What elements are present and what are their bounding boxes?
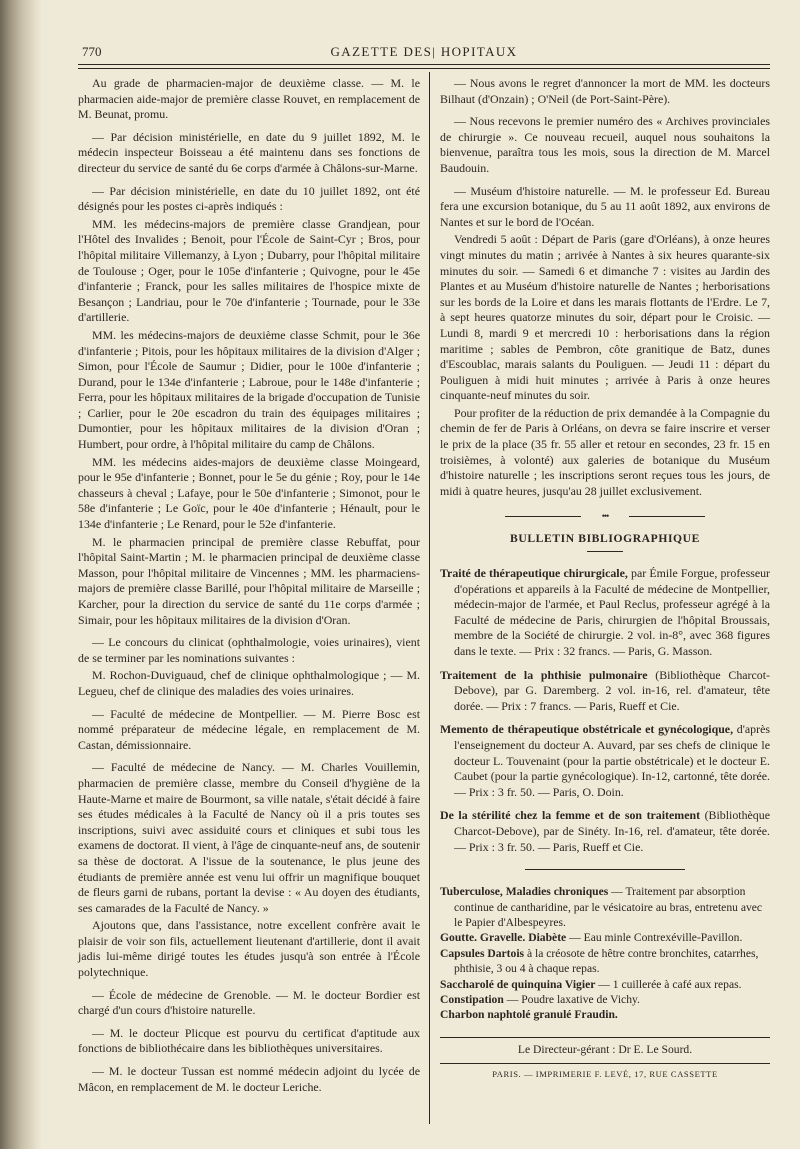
advertisement [440,992,770,1007]
entry-title: De la stérilité chez la femme et de son traitement [440,808,701,823]
bibliography-entry [440,668,770,715]
advertisement [440,946,770,977]
separator-rule [525,869,685,870]
advertisement [440,1007,770,1022]
entry-title: Traitement de la phthisie pulmonaire [440,667,648,682]
advertisement-list [440,884,770,1023]
paragraph: — Par décision ministérielle, en date du 10 juillet 1892, ont été désignés pour les postes ci-après indiqués : [78,183,420,214]
paragraph: MM. les médecins-majors de première classe Grandjean, pour l'Hôtel des Invalides ; Benoit, pour l'École de Saint-Cyr ; Bros, pour l'hôpital militaire Villemanzy, à Lyon ; Dubarry, pour l'hôpital militaire de Toulouse ; Oger, pour le 105e d'infanterie ; Quivogne, pour le 45e d'infanterie ; Franck, pour les salles militaires de l'hospice mixte de Besançon ; Landriau, pour le 70e d'infanterie ; Tournade, pour le 33e d'artillerie. [78,216,420,325]
paragraph: — Faculté de médecine de Montpellier. — M. Pierre Bosc est nommé préparateur de médecine légale, en remplacement de M. Castan, démissionnaire. [78,706,420,752]
ornament-dots: ••• [581,511,629,521]
header-rule-thin [78,68,770,69]
entry-title: Memento de thérapeutique obstétricale et gynécologique, [440,722,734,737]
header-rule-thick [78,64,770,65]
journal-title: GAZETTE DES| HOPITAUX [330,44,518,59]
left-column [78,76,420,1102]
paragraph: Pour profiter de la réduction de prix demandée à la Compagnie du chemin de fer de Paris à Orléans, on devra se faire inscrire et verser le prix de la place (35 fr. 55 aller et retour en secondes, 23 fr. 15 en troisièmes, à volonté) aux galeries de botanique du Muséum d'histoire naturelle ; les inscriptions seront reçues tous les jours, de midi à quatre heures, jusqu'au 28 juillet exclusivement. [440,405,770,498]
ad-text: — Traitement par absorption continue de cantharidine, par le vésicatoire au bras, entretenu avec le Papier d'Albespeyres. [454,885,763,929]
entry-text: (Bibliothèque Charcot-Debove), par de Sinéty. In-16, rel. d'amateur, tête dorée. — Prix : 3 fr. 50. — Paris, Rueff et Cie. [454,808,770,854]
ad-title: Charbon naphtolé [440,1008,531,1022]
ad-title: Tuberculose, Maladies chroniques [440,885,609,899]
ad-title: Constipation [440,992,504,1006]
entry-title: Traité de thérapeutique chirurgicale, [440,566,628,581]
paragraph: — École de médecine de Grenoble. — M. le docteur Bordier est chargé d'un cours d'histoire naturelle. [78,987,420,1018]
paragraph: MM. les médecins aides-majors de deuxième classe Moingeard, pour le 95e d'infanterie ; Bonnet, pour le 5e du génie ; Roy, pour le 14e chasseurs à cheval ; Lafaye, pour le 50e d'infanterie ; Simonot, pour le 58e d'infanterie ; Le Goïc, pour le 40e d'infanterie ; Hénault, pour le 134e d'infanterie ; Le Renard, pour le 52e d'infanterie. [78,454,420,532]
director-signature: Le Directeur-gérant : Dr E. Le Sourd. [440,1037,770,1058]
paragraph: M. Rochon-Duviguaud, chef de clinique ophthalmologique ; — M. Legueu, chef de clinique des maladies des voies urinaires. [78,668,420,698]
paragraph: Ajoutons que, dans l'assistance, notre excellent confrère avait le plaisir de voir son fils, actuellement lieutenant d'artillerie, dont il avait jadis lui-même dirigé toutes les études jusqu'à son entrée à l'École polytechnique. [78,918,420,980]
title-rule [587,551,623,552]
entry-text: (Bibliothèque Charcot-Debove), par G. Daremberg. 2 vol. in-16, rel. d'amateur, tête dorée. — Prix : 7 francs. — Paris, Rueff et Cie. [454,667,770,713]
paragraph: — M. le docteur Tussan est nommé médecin adjoint du lycée de Mâcon, en remplacement de M. le docteur Leriche. [78,1064,420,1094]
paragraph: — M. le docteur Plicque est pourvu du certificat d'aptitude aux fonctions de bibliothécaire dans les bibliothèques universitaires. [78,1025,420,1056]
ad-title: Capsules Dartois [440,946,525,960]
bibliography-entry [440,566,770,660]
bibliography-entry [440,808,770,855]
bibliography-entry [440,722,770,800]
column-divider [429,72,430,1124]
advertisement [440,930,770,945]
paragraph: M. le pharmacien principal de première classe Rebuffat, pour l'hôpital Saint-Martin ; M. le pharmacien principal de deuxième classe Masson, pour l'hôpital militaire de Vincennes ; MM. les pharmaciens-majors de première classe Barillé, pour l'hôpital militaire de Marseille ; Karcher, pour la direction du service de santé du 11e corps d'armée ; Simair, pour les hôpitaux militaires de la division d'Oran. [78,534,420,627]
page-number: 770 [82,44,102,59]
ad-text: à la créosote de hêtre contre bronchites, catarrhes, phthisie, 3 ou 4 à chaque repas. [454,946,759,976]
ad-text: — Eau minle Contrexéville-Pavillon. [569,931,743,945]
advertisement [440,884,770,930]
book-binding-edge [0,0,42,1149]
paragraph: — Faculté de médecine de Nancy. — M. Charles Vouillemin, pharmacien de première classe, membre du Conseil d'hygiène de la Haute-Marne et maire de Bourmont, sa ville natale, s'était décidé à faire ses études médicales à la Faculté de Nancy où il a pris toutes ses inscriptions, suivi avec assiduité cours et cliniques et subi tous les examens de doctorat. Il vient, à l'âge de cinquante-neuf ans, de soutenir sa thèse de doctorat. A l'issue de la soutenance, le plus jeune des étudiants de première année est venu lui offrir un magnifique bouquet de fleurs garni de rubans, portant la devise : « Au doyen des étudiants, ses camarades de la Faculté de Nancy. » [78,760,420,915]
bulletin-title: BULLETIN BIBLIOGRAPHIQUE [510,532,700,546]
paragraph: — Par décision ministérielle, en date du 9 juillet 1892, M. le médecin inspecteur Boisseau a été maintenu dans ses fonctions de directeur du service de santé du 6e corps d'armée à Châlons-sur-Marne. [78,129,420,175]
printer-imprint: PARIS. — IMPRIMERIE F. LEVÉ, 17, RUE CASSETTE [440,1063,770,1083]
ad-text: — Poudre laxative de Vichy. [506,992,640,1006]
ad-title: Saccharolé de quinquina Vigier [440,977,596,991]
ad-text: — 1 cuillerée à café aux repas. [598,977,742,991]
paragraph: — Nous avons le regret d'annoncer la mort de MM. les docteurs Bilhaut (d'Onzain) ; O'Neil (de Port-Saint-Père). [440,76,770,106]
paragraph: Vendredi 5 août : Départ de Paris (gare d'Orléans), à onze heures vingt minutes du matin ; arrivée à Nantes à six heures quarante-six minutes du soir. — Samedi 6 et dimanche 7 : visites au Jardin des Plantes et au Muséum d'histoire naturelle de Nantes ; herborisations sur les bords de la Loire et dans les marais flottants de l'Erdre. Le 7, à sept heures quatorze minutes du soir, départ pour le Croisic. — Lundi 8, mardi 9 et mercredi 10 : herborisations dans la région maritime ; sables de Pembron, côte granitique de Batz, dunes d'Escoublac, marais salants du Pouliguen. — Jeudi 11 : départ du Pouliguen à midi huit minutes ; arrivée à Paris à onze heures cinquante-neuf minutes du soir. [440,232,770,403]
ad-text: granulé Fraudin. [533,1008,618,1022]
bibliography-list [440,566,770,855]
paragraph: MM. les médecins-majors de deuxième classe Schmit, pour le 36e d'infanterie ; Pitois, pour les hôpitaux militaires de la division d'Alger ; Simon, pour l'École de Saumur ; Didier, pour le 100e d'infanterie ; Durand, pour le 134e d'infanterie ; Labroue, pour le 148e d'infanterie ; Ferra, pour les hôpitaux militaires de la brigade d'occupation de Tunisie ; Carlier, pour le 20e escadron du train des équipages militaires ; Dumontier, pour les hôpitaux militaires de la division d'Oran ; Humbert, pour ordre, à l'hôpital militaire du camp de Châlons. [78,327,420,452]
right-column [440,76,770,1083]
paragraph: — Le concours du clinicat (ophthalmologie, voies urinaires), vient de se terminer par les nominations suivantes : [78,635,420,665]
advertisement [440,977,770,992]
entry-text: d'après l'enseignement du docteur A. Auvard, par ses chefs de clinique le docteur L. Touvenaint (pour la partie obstétricale) et le docteur E. Caubet (pour la partie gynécologique). In-12, cartonné, tête dorée. — Prix : 3 fr. 50. — Paris, O. Doin. [454,722,770,799]
paragraph: — Nous recevons le premier numéro des « Archives provinciales de chirurgie ». Ce nouveau recueil, auquel nous souhaitons la bienvenue, paraîtra tous les mois, sous la direction de M. Marcel Baudouin. [440,114,770,175]
section-ornament [505,511,705,521]
page-header [78,44,770,64]
ad-title: Goutte. Gravelle. Diabète [440,931,567,945]
paragraph: Au grade de pharmacien-major de deuxième classe. — M. le pharmacien aide-major de première classe Rouvet, en remplacement de M. Beunat, promu. [78,76,420,122]
entry-text: par Émile Forgue, professeur d'opérations et appareils à la Faculté de médecine de Montpellier, médecin-major de l'armée, et Paul Reclus, professeur agrégé à la Faculté de médecine de Paris, chirurgien de l'hôpital Broussais, membre de la Société de chirurgie. 2 vol. in-8°, avec 368 figures dans le texte. — Prix : 32 francs. — Paris, G. Masson. [454,566,771,658]
paragraph: — Muséum d'histoire naturelle. — M. le professeur Ed. Bureau fera une excursion botanique, du 5 au 11 août 1892, aux environs de Nantes et sur le bord de l'Océan. [440,183,770,229]
